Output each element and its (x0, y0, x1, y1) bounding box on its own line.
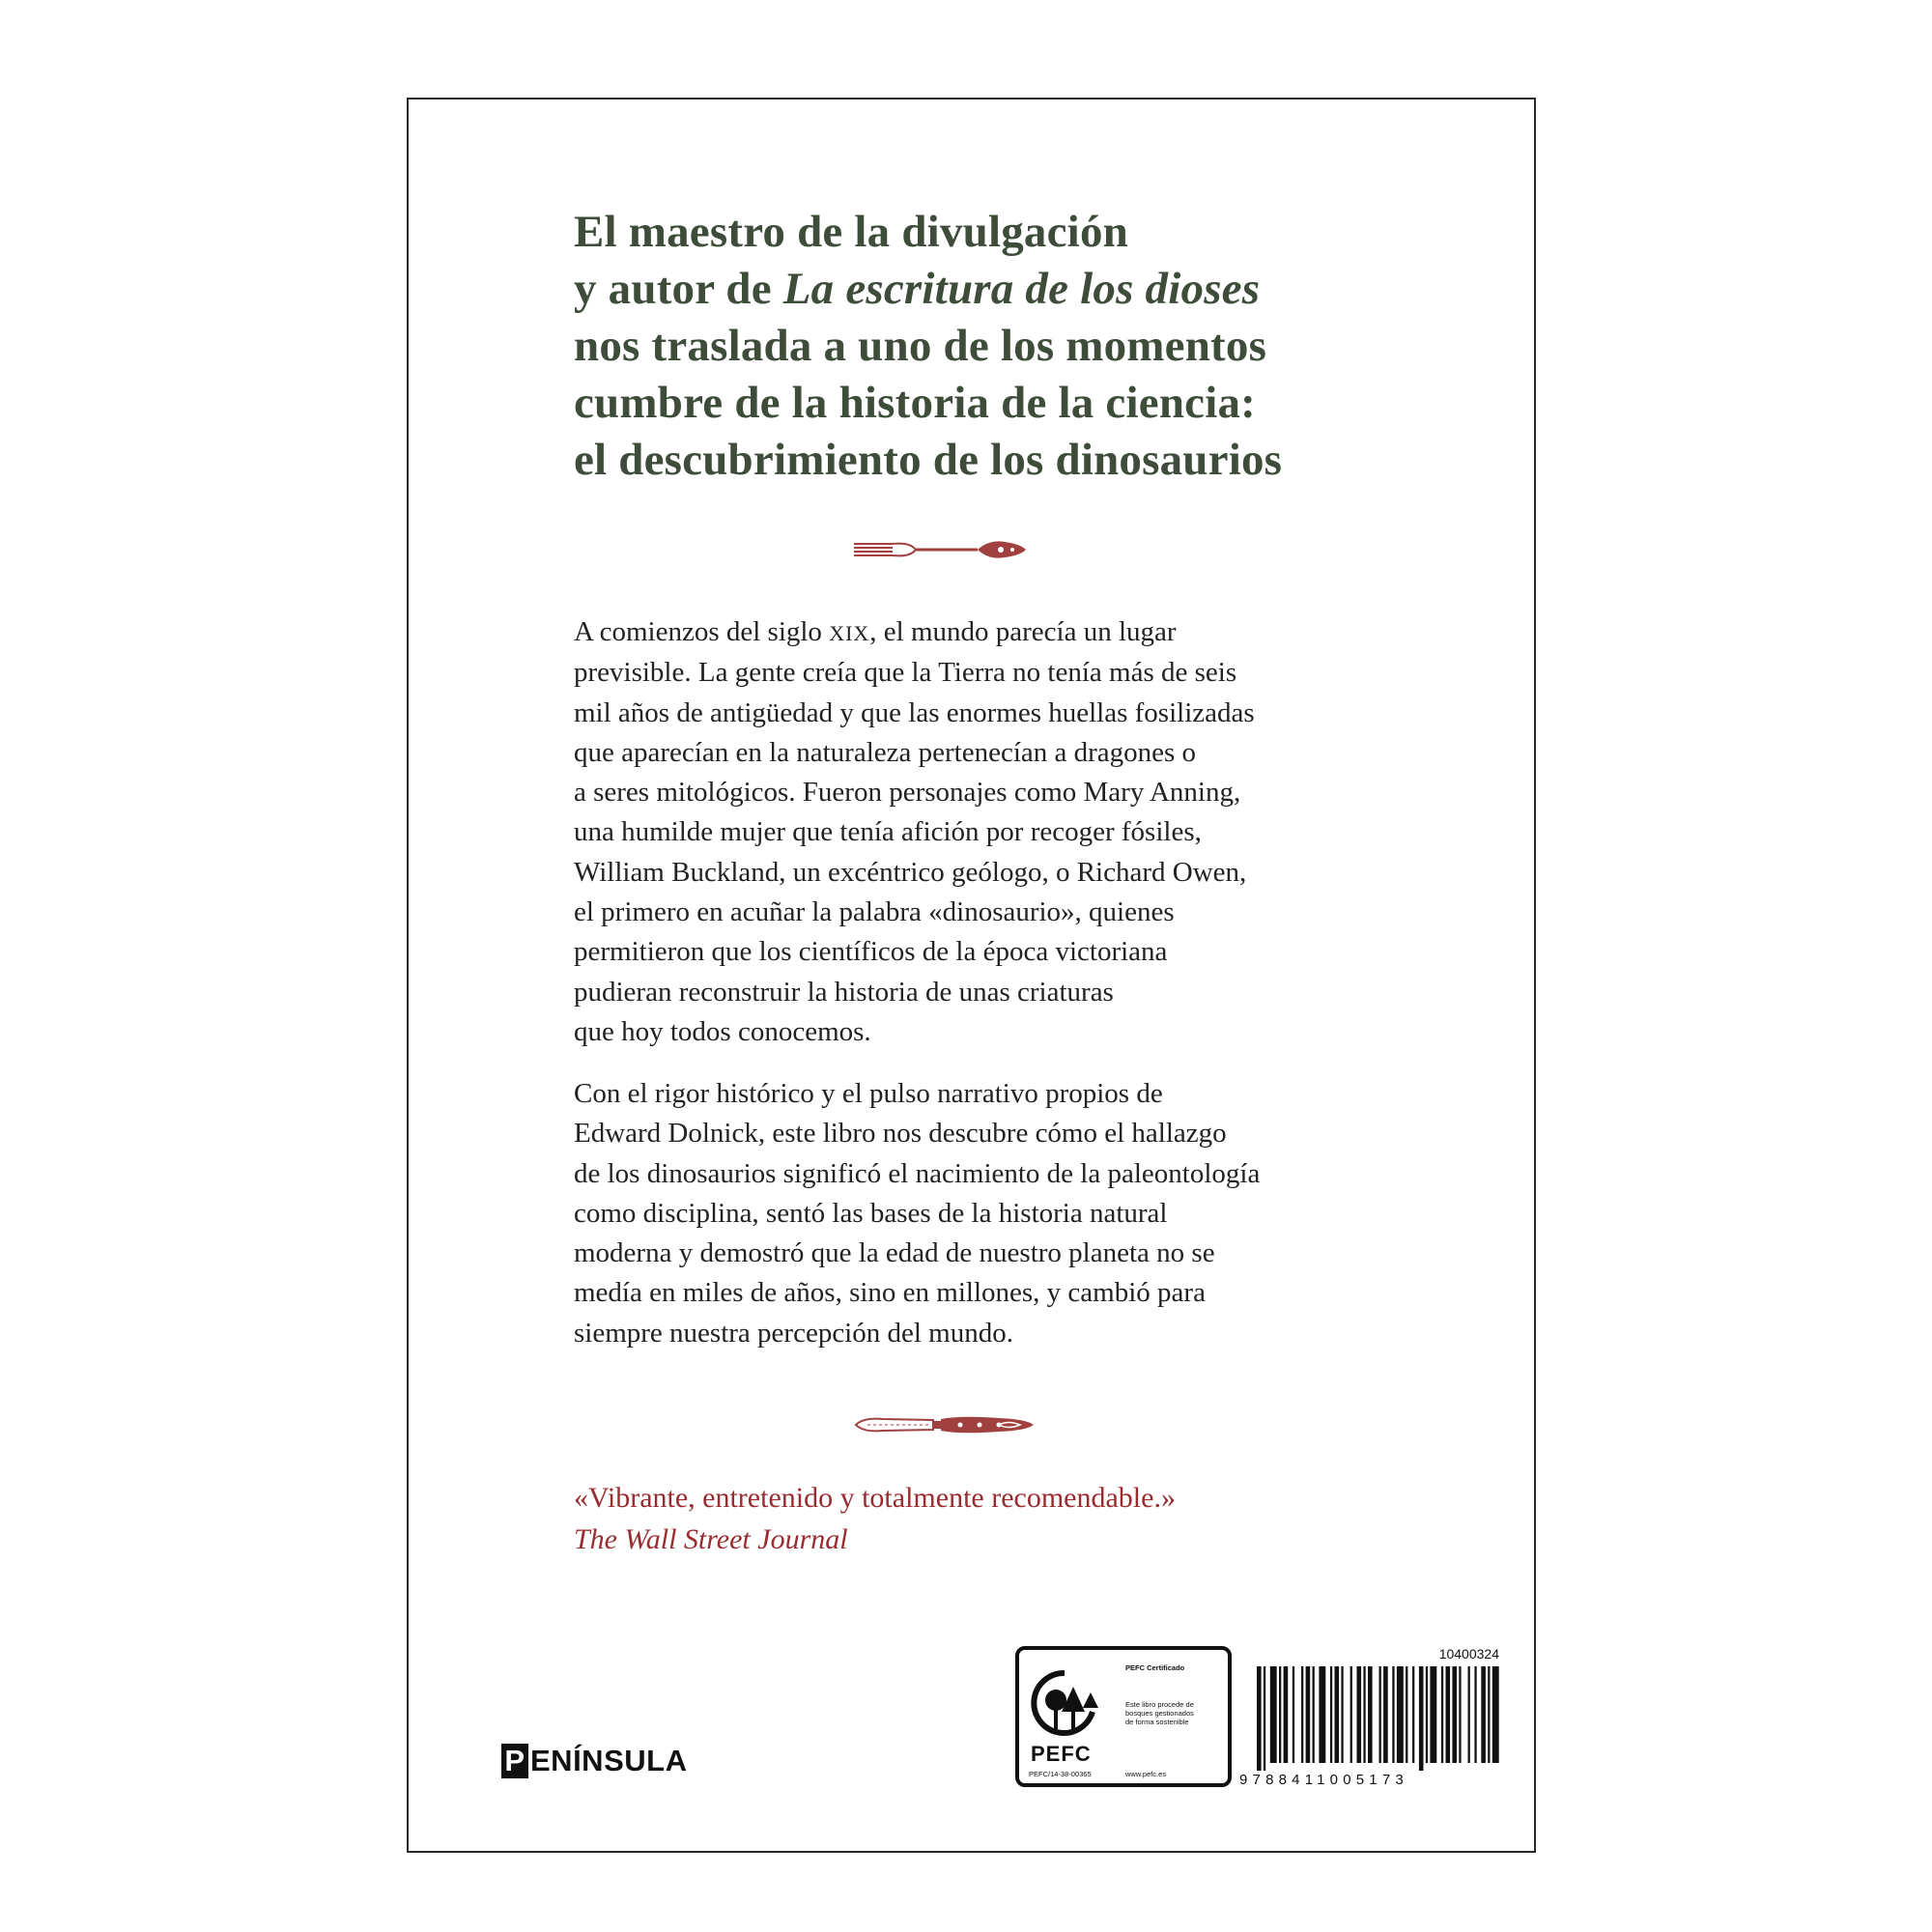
synopsis-line: pudieran reconstruir la historia de unas criaturas (574, 976, 1114, 1008)
pefc-certified-label: PEFC Certificado (1125, 1663, 1185, 1672)
publisher-logo-name: ENÍNSULA (530, 1744, 688, 1777)
headline-line-1: El maestro de la divulgación (574, 207, 1128, 257)
headline-line-5: el descubrimiento de los dinosaurios (574, 435, 1283, 485)
pefc-certification-badge (1015, 1646, 1232, 1787)
synopsis-text: , el mundo parecía un lugar (869, 616, 1177, 647)
book-back-cover (407, 98, 1536, 1853)
synopsis-line: de los dinosaurios significó el nacimiento de la paleontología (574, 1157, 1261, 1189)
headline-line-3: nos traslada a uno de los momentos (574, 321, 1267, 371)
synopsis-line: una humilde mujer que tenía afición por recoger fósiles, (574, 816, 1202, 848)
century-numeral: XIX (829, 621, 870, 645)
pefc-description: bosques gestionados (1125, 1709, 1194, 1718)
headline-line-2 (574, 261, 1443, 318)
publisher-logo (501, 1744, 687, 1778)
pefc-tree-logo-icon (1031, 1669, 1098, 1741)
isbn-number: 9788411005173 (1239, 1772, 1408, 1788)
synopsis-line: siempre nuestra percepción del mundo. (574, 1317, 1013, 1349)
synopsis-line: que aparecían en la naturaleza pertenecían a dragones o (574, 736, 1197, 768)
barcode-icon (1255, 1666, 1500, 1771)
pefc-description: de forma sostenible (1125, 1718, 1189, 1726)
knife-ornament-icon (854, 1413, 1037, 1436)
synopsis-line: previsible. La gente creía que la Tierra no tenía más de seis (574, 657, 1237, 689)
barcode-reference-number: 10400324 (1438, 1646, 1499, 1662)
synopsis-line (574, 612, 1405, 653)
synopsis-line: el primero en acuñar la palabra «dinosaurio», quienes (574, 896, 1175, 928)
synopsis-text: A comienzos del siglo (574, 616, 830, 647)
publisher-logo-initial: P (501, 1744, 528, 1778)
quote-source: The Wall Street Journal (574, 1523, 848, 1555)
pefc-description: Este libro procede de (1125, 1700, 1194, 1709)
synopsis-line: Edward Dolnick, este libro nos descubre cómo el hallazgo (574, 1118, 1227, 1150)
synopsis-line: William Buckland, un excéntrico geólogo, o Richard Owen, (574, 856, 1247, 888)
synopsis-line: a seres mitológicos. Fueron personajes como Mary Anning, (574, 777, 1241, 809)
synopsis-line: que hoy todos conocemos. (574, 1015, 871, 1047)
synopsis-line: moderna y demostró que la edad de nuestro planeta no se (574, 1237, 1215, 1269)
synopsis-line: mil años de antigüedad y que las enormes huellas fosilizadas (574, 696, 1255, 728)
review-quote (574, 1477, 1405, 1560)
pefc-wordmark: PEFC (1031, 1742, 1092, 1766)
pefc-code: PEFC/14-38-00365 (1029, 1770, 1092, 1778)
headline-line-2-prefix: y autor de (574, 264, 783, 314)
pefc-url: www.pefc.es (1125, 1770, 1167, 1778)
quote-text: «Vibrante, entretenido y totalmente recomendable.» (574, 1482, 1176, 1514)
headline-line-4: cumbre de la historia de la ciencia: (574, 378, 1257, 428)
synopsis-line: medía en miles de años, sino en millones, y cambió para (574, 1277, 1206, 1309)
fork-ornament-icon (854, 536, 1028, 563)
synopsis-line: Con el rigor histórico y el pulso narrativo propios de (574, 1078, 1163, 1109)
synopsis-line: permitieron que los científicos de la época victoriana (574, 936, 1168, 968)
headline (574, 204, 1443, 489)
book-title-reference: La escritura de los dioses (782, 264, 1261, 314)
synopsis-paragraph-1 (574, 612, 1405, 1052)
synopsis-paragraph-2 (574, 1074, 1405, 1353)
synopsis-line: como disciplina, sentó las bases de la historia natural (574, 1197, 1168, 1229)
